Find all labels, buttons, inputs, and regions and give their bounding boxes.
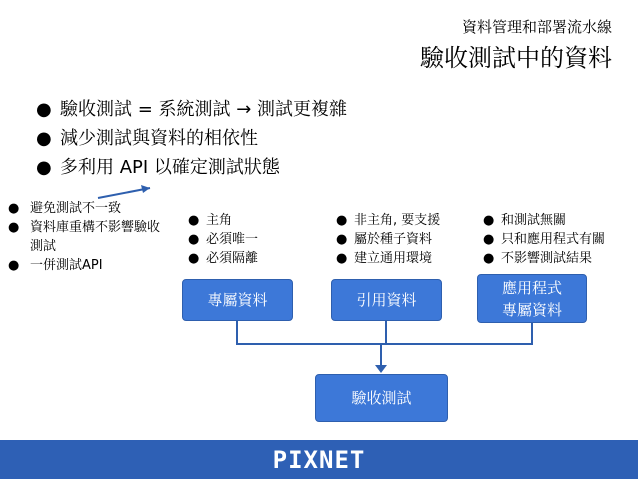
column-bullet-item	[334, 230, 440, 249]
acceptance-test-label: 驗收測試	[351, 389, 412, 407]
column-bullet-item	[334, 211, 440, 230]
bullet-dot-icon: ●	[483, 251, 495, 266]
reference-data-box	[331, 279, 442, 321]
slide-subtitle: 資料管理和部署流水線	[461, 18, 612, 36]
side-bullet-item	[6, 256, 160, 275]
column-bullet-item	[481, 249, 605, 268]
side-bullet-text: 一併測試API	[30, 258, 103, 273]
column-bullet-item	[186, 230, 258, 249]
column-3-bullets	[481, 211, 605, 268]
main-bullet-text: 驗收測試 = 系統測試 → 測試更複雜	[60, 99, 348, 120]
side-bullet-item	[6, 218, 160, 256]
main-bullet-item	[36, 153, 347, 182]
connector-arrow-head	[375, 365, 387, 373]
bullet-dot-icon: ●	[188, 251, 200, 266]
main-bullet-text: 多利用 API 以確定測試狀態	[60, 157, 280, 178]
bullet-dot-icon: ●	[8, 201, 20, 216]
bullet-dot-icon: ●	[8, 220, 20, 235]
column-bullet-item	[481, 211, 605, 230]
side-bullet-item	[6, 199, 160, 218]
column-2-bullets	[334, 211, 440, 268]
column-1-bullets	[186, 211, 258, 268]
bullet-dot-icon: ●	[188, 232, 200, 247]
side-bullet-list	[6, 199, 160, 275]
column-bullet-item	[186, 211, 258, 230]
column-bullet-item	[481, 230, 605, 249]
bullet-dot-icon: ●	[336, 251, 348, 266]
app-specific-data-label-line1: 應用程式	[501, 278, 562, 297]
main-bullet-item	[36, 124, 347, 153]
bullet-dot-icon: ●	[36, 128, 52, 149]
bullet-dot-icon: ●	[336, 213, 348, 228]
bullet-dot-icon: ●	[188, 213, 200, 228]
column-bullet-item	[186, 249, 258, 268]
main-bullet-list	[36, 95, 347, 182]
reference-data-label: 引用資料	[356, 291, 417, 309]
bullet-dot-icon: ●	[336, 232, 348, 247]
dedicated-data-box	[182, 279, 293, 321]
bullet-dot-icon: ●	[483, 232, 495, 247]
pixnet-logo: PIXNET	[272, 445, 366, 474]
column-bullet-text: 非主角, 要支援	[354, 213, 441, 228]
column-bullet-text: 只和應用程式有關	[501, 232, 606, 247]
app-specific-data-box	[477, 274, 587, 323]
dedicated-data-label: 專屬資料	[207, 291, 268, 309]
app-specific-data-label-line2: 專屬資料	[501, 300, 562, 319]
slide-title: 驗收測試中的資料	[420, 44, 612, 72]
column-bullet-text: 建立通用環境	[354, 251, 433, 266]
bullet-dot-icon: ●	[8, 258, 20, 273]
column-bullet-text: 必須隔離	[206, 251, 259, 266]
side-bullet-text: 避免測試不一致	[30, 201, 122, 216]
bullet-dot-icon: ●	[483, 213, 495, 228]
column-bullet-text: 和測試無關	[501, 213, 567, 228]
acceptance-test-box	[315, 374, 448, 422]
column-bullet-text: 不影響測試結果	[501, 251, 593, 266]
side-bullet-text: 資料庫重構不影響驗收測試	[30, 220, 161, 254]
column-bullet-text: 主角	[206, 213, 233, 228]
column-bullet-item	[334, 249, 440, 268]
bullet-dot-icon: ●	[36, 157, 52, 178]
main-bullet-text: 減少測試與資料的相依性	[60, 128, 258, 149]
column-bullet-text: 必須唯一	[206, 232, 259, 247]
column-bullet-text: 屬於種子資料	[354, 232, 433, 247]
bullet-dot-icon: ●	[36, 99, 52, 120]
main-bullet-item	[36, 95, 347, 124]
